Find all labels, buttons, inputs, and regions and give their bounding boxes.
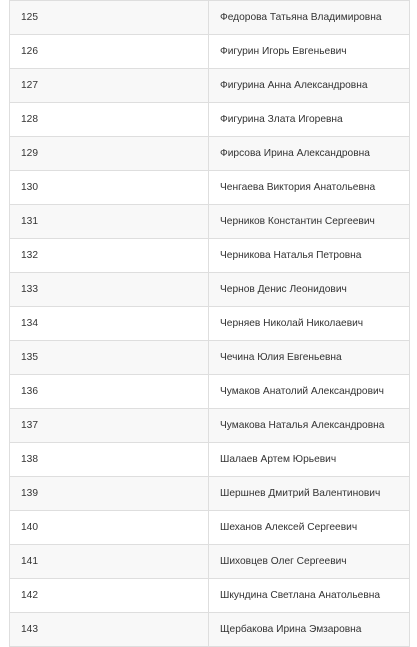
table-row [10,171,410,205]
person-name-cell: Щербакова Ирина Эмзаровна [209,613,410,647]
row-number-cell: 142 [10,579,209,613]
table-row [10,375,410,409]
row-number-cell: 125 [10,1,209,35]
person-name-cell: Фигурин Игорь Евгеньевич [209,35,410,69]
person-name-cell: Чернов Денис Леонидович [209,273,410,307]
row-number-cell: 135 [10,341,209,375]
table-row [10,341,410,375]
table-row [10,35,410,69]
row-number-cell: 132 [10,239,209,273]
person-name-cell: Черников Константин Сергеевич [209,205,410,239]
row-number-cell: 130 [10,171,209,205]
row-number-cell: 137 [10,409,209,443]
person-name-cell: Шеханов Алексей Сергеевич [209,511,410,545]
person-name-cell: Ченгаева Виктория Анатольевна [209,171,410,205]
person-name-cell: Черникова Наталья Петровна [209,239,410,273]
table-row [10,545,410,579]
person-name-cell: Черняев Николай Николаевич [209,307,410,341]
person-name-cell: Федорова Татьяна Владимировна [209,1,410,35]
row-number-cell: 127 [10,69,209,103]
row-number-cell: 136 [10,375,209,409]
row-number-cell: 138 [10,443,209,477]
names-table [9,0,410,647]
table-row [10,477,410,511]
names-table-container [9,0,407,647]
table-row [10,69,410,103]
person-name-cell: Чечина Юлия Евгеньевна [209,341,410,375]
person-name-cell: Шкундина Светлана Анатольевна [209,579,410,613]
row-number-cell: 139 [10,477,209,511]
table-row [10,409,410,443]
person-name-cell: Фирсова Ирина Александровна [209,137,410,171]
person-name-cell: Фигурина Злата Игоревна [209,103,410,137]
row-number-cell: 134 [10,307,209,341]
names-table-body [10,1,410,647]
row-number-cell: 129 [10,137,209,171]
table-row [10,579,410,613]
row-number-cell: 141 [10,545,209,579]
table-row [10,239,410,273]
person-name-cell: Чумакова Наталья Александровна [209,409,410,443]
table-row [10,443,410,477]
person-name-cell: Шершнев Дмитрий Валентинович [209,477,410,511]
person-name-cell: Шалаев Артем Юрьевич [209,443,410,477]
table-row [10,205,410,239]
person-name-cell: Фигурина Анна Александровна [209,69,410,103]
table-row [10,1,410,35]
person-name-cell: Шиховцев Олег Сергеевич [209,545,410,579]
table-row [10,613,410,647]
table-row [10,103,410,137]
row-number-cell: 133 [10,273,209,307]
row-number-cell: 140 [10,511,209,545]
row-number-cell: 131 [10,205,209,239]
table-row [10,273,410,307]
row-number-cell: 143 [10,613,209,647]
person-name-cell: Чумаков Анатолий Александрович [209,375,410,409]
table-row [10,307,410,341]
row-number-cell: 126 [10,35,209,69]
table-row [10,511,410,545]
table-row [10,137,410,171]
row-number-cell: 128 [10,103,209,137]
